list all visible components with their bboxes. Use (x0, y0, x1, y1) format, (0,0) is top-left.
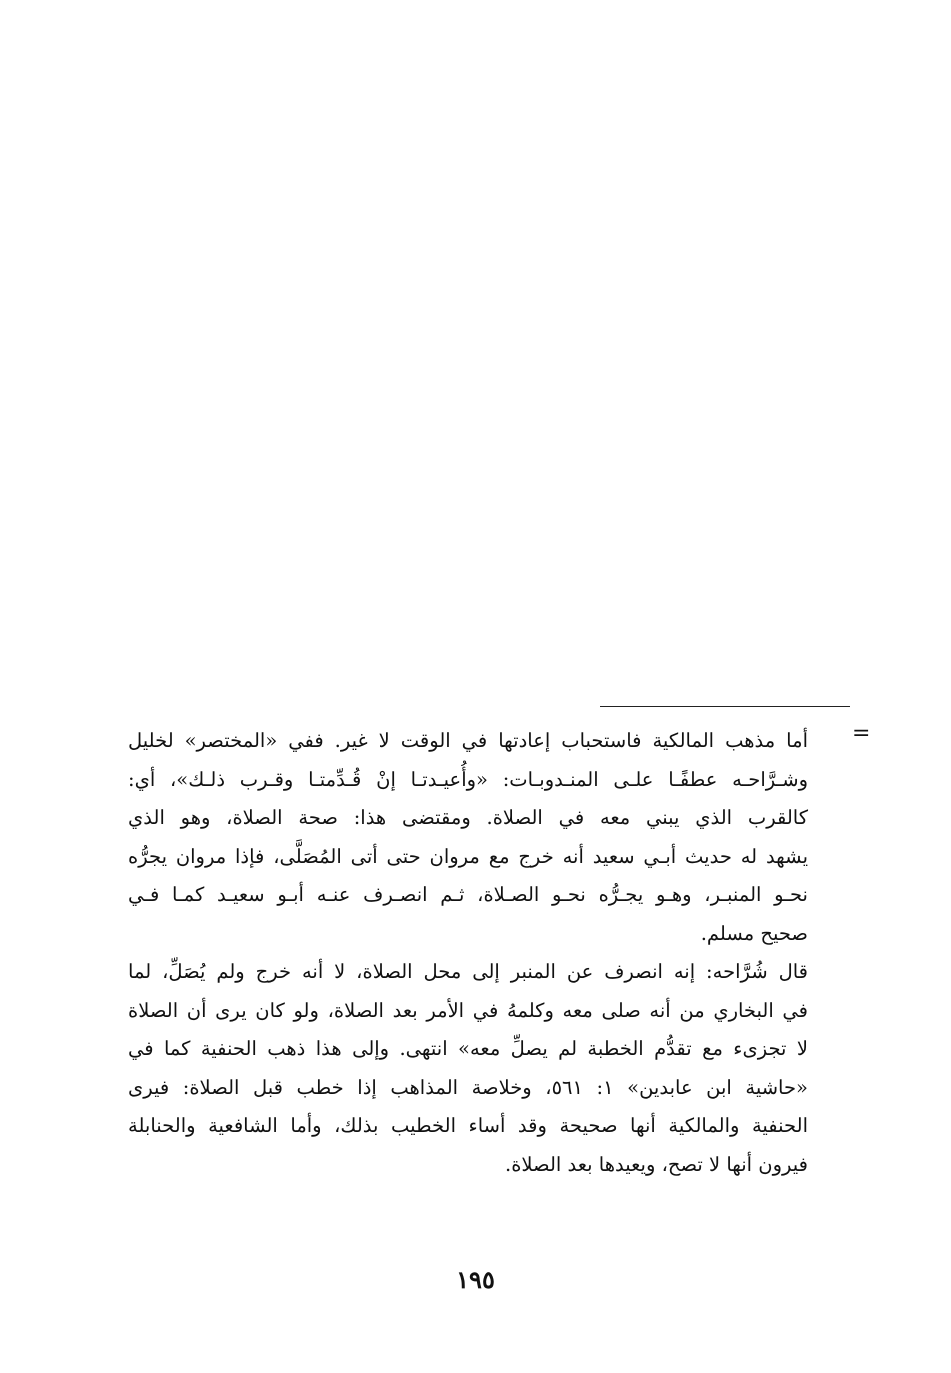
footnote-text-block (128, 722, 808, 1184)
footnote-line: وشـرَّاحـه عطفًـا علـى المنـدوبـات: «وأُعيـدتـا إنْ قُـدِّمتـا وقـرب ذلـك»، أي: (128, 767, 808, 791)
footnote-line: كالقرب الذي يبني معه في الصلاة. ومقتضى هذا: صحة الصلاة، وهو الذي (128, 806, 808, 829)
footnote-line: يشهد له حديث أبـي سعيد أنه خرج مع مروان حتى أتى المُصَلَّى، فإذا مروان يجرُّه (128, 844, 808, 868)
footnote-line: فيرون أنها لا تصح، ويعيدها بعد الصلاة. (505, 1152, 808, 1176)
footnote-line: قال شُرَّاحه: إنه انصرف عن المنبر إلى محل الصلاة، لا أنه خرج ولم يُصَلِّ، لما (128, 960, 808, 983)
footnote-continuation-mark: = (852, 721, 871, 746)
footnote-line: نحـو المنبـر، وهـو يجـرُّه نحـو الصـلاة، ثـم انصـرف عنـه أبـو سعيـد كمـا فـي (128, 883, 808, 906)
footnote-line: في البخاري من أنه صلى معه وكلمهُ في الأمر بعد الصلاة، ولو كان يرى أن الصلاة (128, 998, 808, 1022)
footnote-line: أما مذهب المالكية فاستحباب إعادتها في الوقت لا غير. ففي «المختصر» لخليل (128, 729, 808, 752)
footnote-line: «حاشية ابن عابدين» ١: ٥٦١، وخلاصة المذاهب إذا خطب قبل الصلاة: فيرى (128, 1075, 808, 1099)
footnote-separator-rule (600, 706, 850, 707)
footnote-line: لا تجزىء مع تقدُّم الخطبة لم يصلِّ معه» انتهى. وإلى هذا ذهب الحنفية كما في (128, 1037, 808, 1060)
footnote-line: صحيح مسلم. (700, 921, 808, 945)
footnote-line: الحنفية والمالكية أنها صحيحة وقد أساء الخطيب بذلك، وأما الشافعية والحنابلة (128, 1114, 808, 1137)
page-number: ١٩٥ (456, 1265, 495, 1294)
